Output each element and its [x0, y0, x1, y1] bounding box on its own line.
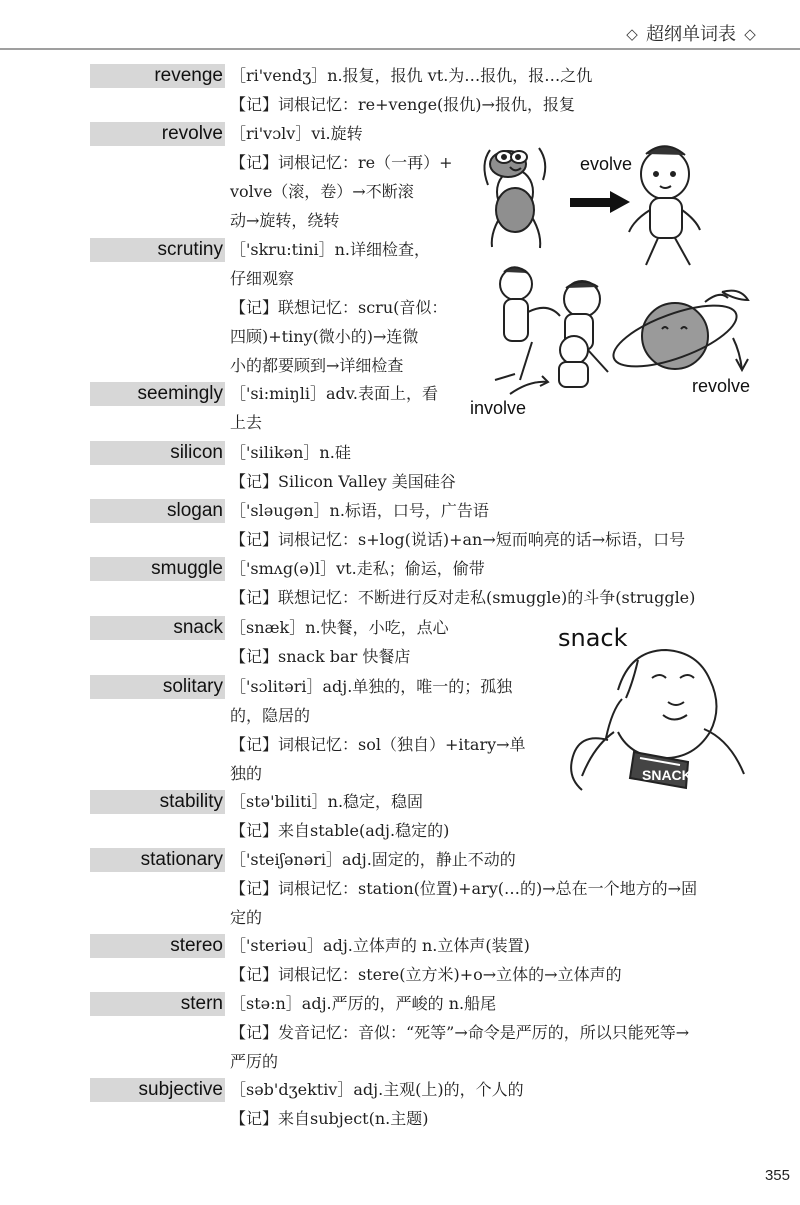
memory-note-line: 【记】词根记忆：stere(立方米)+o→立体的→立体声的 — [230, 965, 622, 984]
memory-note-line: 小的都要顾到→详细检查 — [230, 356, 404, 375]
definition-line: ［'silikən］n.硅 — [230, 443, 351, 462]
snack-box-label: SNACK — [642, 767, 692, 783]
involve-label: involve — [470, 398, 527, 418]
word-label-box — [90, 64, 225, 88]
memory-note-line: 【记】Silicon Valley 美国硅谷 — [230, 472, 456, 491]
memory-note-line: 【记】来自subject(n.主题) — [230, 1109, 429, 1128]
definition-line: ［'steiʃənəri］adj.固定的，静止不动的 — [230, 850, 516, 869]
word-label-box — [90, 790, 225, 814]
definition-line: ［stə'biliti］n.稳定，稳固 — [230, 792, 424, 811]
headword: smuggle — [151, 558, 223, 579]
definition-line: 的，隐居的 — [230, 706, 311, 725]
memory-note-line: 【记】词根记忆：re（一再）+ — [230, 153, 453, 172]
memory-note-line: 【记】词根记忆：sol（独自）+itary→单 — [230, 735, 526, 754]
memory-note-line: 【记】联想记忆：不断进行反对走私(smuggle)的斗争(struggle) — [230, 588, 696, 607]
evolve-involve-revolve-illustration — [470, 122, 770, 422]
evolve-arrow-icon — [570, 191, 630, 213]
headword: seemingly — [137, 383, 223, 404]
headword: stationary — [140, 849, 223, 870]
definition-line: ［ri'vɔlv］vi.旋转 — [230, 124, 363, 143]
memory-note-line: 【记】发音记忆：音似：“死等”→命令是严厉的，所以只能死等→ — [230, 1023, 690, 1042]
headword: silicon — [170, 442, 223, 463]
right-diamond-icon: ◇ — [744, 24, 756, 43]
memory-note-line: 定的 — [230, 908, 263, 927]
word-label-box — [90, 382, 225, 406]
involve-illustration — [495, 267, 608, 387]
definition-line: 上去 — [230, 413, 263, 432]
headword: scrutiny — [157, 239, 223, 260]
page-header — [624, 20, 758, 46]
memory-note-line: 【记】词根记忆：s+log(说话)+an→短而响亮的话→标语，口号 — [230, 530, 686, 549]
headword: slogan — [167, 500, 223, 521]
left-diamond-icon: ◇ — [626, 24, 638, 43]
revolve-label: revolve — [692, 376, 751, 396]
word-label-box — [90, 934, 225, 958]
evolve-label: evolve — [580, 154, 633, 174]
word-label-box — [90, 675, 225, 699]
headword: revenge — [154, 65, 223, 86]
word-label-box — [90, 557, 225, 581]
word-label-box — [90, 848, 225, 872]
definition-line: ［'sləugən］n.标语，口号，广告语 — [230, 501, 489, 520]
memory-note-line: 【记】联想记忆：scru(音似： — [230, 298, 448, 317]
memory-note-line: 独的 — [230, 764, 263, 783]
definition-line: ［'skru:tini］n.详细检查， — [230, 240, 431, 259]
definition-line: ［'sɔlitəri］adj.单独的，唯一的；孤独 — [230, 677, 513, 696]
memory-note-line: 【记】snack bar 快餐店 — [230, 647, 411, 666]
memory-note-line: 四顾)+tiny(微小的)→连微 — [230, 327, 419, 346]
word-label-box — [90, 441, 225, 465]
definition-line: ［'smʌg(ə)l］vt.走私；偷运，偷带 — [230, 559, 485, 578]
word-label-box — [90, 499, 225, 523]
header-divider — [0, 48, 800, 50]
definition-line: ［ri'vendʒ］n.报复，报仇 vt.为…报仇，报…之仇 — [230, 66, 593, 85]
definition-line: ［stə:n］adj.严厉的，严峻的 n.船尾 — [230, 994, 497, 1013]
involve-arrow-icon — [510, 382, 548, 394]
memory-note-line: 严厉的 — [230, 1052, 279, 1071]
word-label-box — [90, 238, 225, 262]
headword: stern — [180, 993, 223, 1014]
headword: snack — [173, 617, 223, 638]
word-label-box — [90, 1078, 225, 1102]
snack-illustration — [548, 620, 768, 800]
snack-label: snack — [558, 624, 628, 652]
child-illustration — [629, 146, 700, 265]
definition-line: ［snæk］n.快餐，小吃，点心 — [230, 618, 449, 637]
monkey-illustration — [484, 148, 545, 248]
word-label-box — [90, 616, 225, 640]
memory-note-line: 【记】词根记忆：station(位置)+ary(…的)→总在一个地方的→固 — [230, 879, 698, 898]
headword: stability — [159, 791, 223, 812]
revolve-illustration — [606, 291, 748, 379]
memory-note-line: 【记】词根记忆：re+venge(报仇)→报仇，报复 — [230, 95, 575, 114]
memory-note-line: volve（滚，卷）→不断滚 — [230, 182, 414, 201]
word-label-box — [90, 992, 225, 1016]
word-label-box — [90, 122, 225, 146]
headword: subjective — [138, 1079, 223, 1100]
memory-note-line: 动→旋转，绕转 — [230, 211, 340, 230]
page-title: 超纲单词表 — [646, 24, 736, 45]
headword: stereo — [170, 935, 223, 956]
memory-note-line: 【记】来自stable(adj.稳定的) — [230, 821, 450, 840]
headword: solitary — [162, 676, 223, 697]
definition-line: ［'si:miŋli］adv.表面上，看 — [230, 384, 438, 403]
definition-line: 仔细观察 — [230, 269, 295, 288]
definition-line: ［səb'dʒektiv］adj.主观(上)的，个人的 — [230, 1080, 524, 1099]
headword: revolve — [161, 123, 223, 144]
definition-line: ［'steriəu］adj.立体声的 n.立体声(装置) — [230, 936, 530, 955]
page-number: 355 — [764, 1167, 790, 1184]
